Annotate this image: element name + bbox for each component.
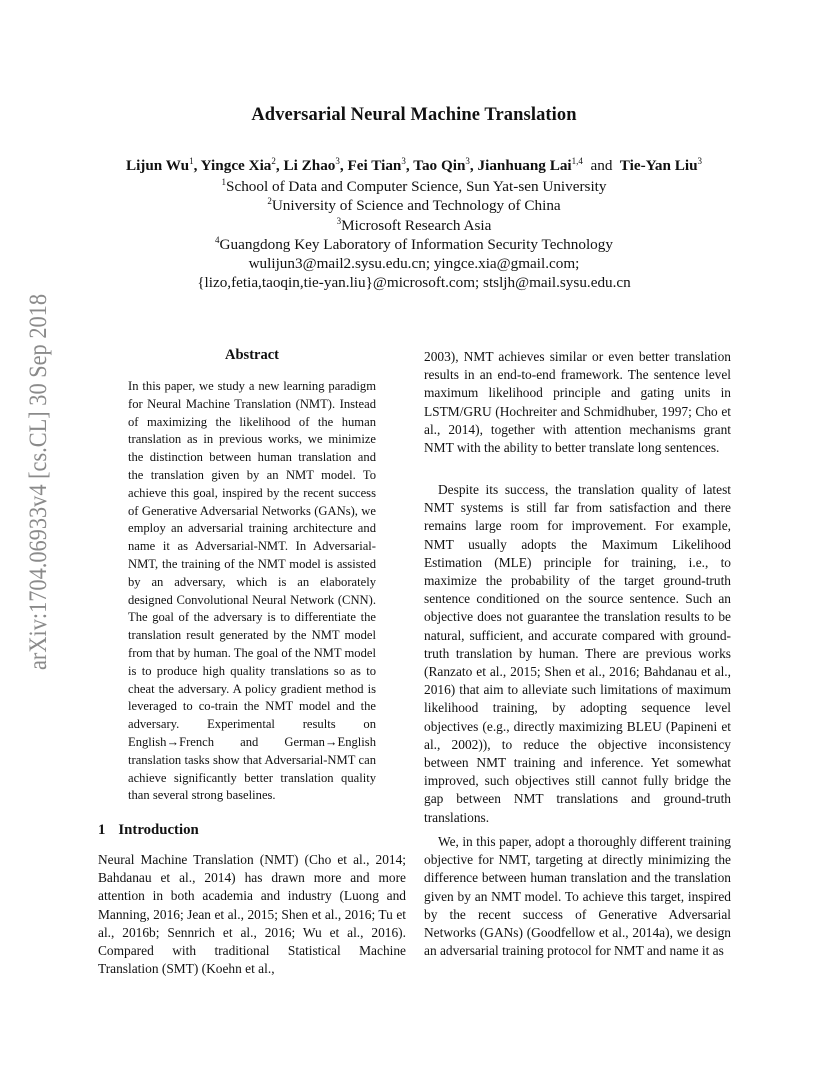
body-paragraph: Despite its success, the translation quality of latest NMT systems is still far from satisfaction and there remains large room for improvement. For example, NMT usually adopts the Maximum Likelihood Estimation (MLE) principle for training, i.e., to maximize the probability of the target ground-truth sentence conditioned on the source sentence. Such an objective does not guarantee the translation results to be natural, sufficient, and accurate compared with ground-truth translation by human. There are previous works (Ranzato et al., 2015; Shen et al., 2016; Bahdanau et al., 2016) that aim to alleviate such limitations of maximum likelihood training, by adopting sequence level objectives (e.g., directly maximizing BLEU (Papineni et al., 2002)), to reduce the objective inconsistency between NMT training and inference. Yet somewhat improved, such objectives still cannot fully bridge the gap between NMT translations and ground-truth translations. — [424, 482, 731, 825]
abstract-body: In this paper, we study a new learning paradigm for Neural Machine Translation (NMT). Instead of maximizing the likelihood of the human translation as in previous works, we minimize the distinction between human translation and the translation given by an NMT model. To achieve this goal, inspired by the recent success of Generative Adversarial Networks (GANs), we employ an adversarial training architecture and name it as Adversarial-NMT. In Adversarial-NMT, the training of the NMT model is assisted by an adversary, which is an elaborately designed Convolutional Neural Network (CNN). The goal of the adversary is to differentiate the translation result generated by the NMT model from that by human. The goal of the NMT model is to produce high quality translations so as to cheat the adversary. A policy gradient method is leveraged to co-train the NMT model and the adversary. Experimental results on English→French and German→English translation tasks show that Adversarial-NMT can achieve significantly better translation quality than several strong baselines. — [128, 379, 376, 803]
author: Tie-Yan Liu — [619, 157, 698, 174]
arxiv-stamp — [14, 292, 54, 672]
author: Fei Tian — [347, 157, 402, 174]
body-paragraph: 2003), NMT achieves similar or even better translation results in an end-to-end framework. The sentence level maximum likelihood principle and gating units in LSTM/GRU (Hochreiter and Schmidhuber, 1997; Cho et al., 2014), together with attention mechanisms grant NMT with the ability to better translate long sentences. — [424, 349, 731, 456]
author: Yingce Xia — [200, 157, 272, 174]
email-line: wulijun3@mail2.sysu.edu.cn; yingce.xia@gmail.com; — [248, 255, 580, 273]
intro-paragraph: Neural Machine Translation (NMT) (Cho et al., 2014; Bahdanau et al., 2014) has drawn more and more attention in both academia and industry (Luong and Manning, 2016; Jean et al., 2015; Shen et al., 2016; Tu et al., 2016b; Sennrich et al., 2016; Wu et al., 2016). Compared with traditional Statistical Machine Translation (SMT) (Koehn et al., — [98, 852, 406, 977]
authors-and: and — [590, 157, 613, 174]
author: Li Zhao — [283, 157, 336, 174]
affiliation: $^1$School of Data and Computer Science, Sun Yat-sen University — [221, 177, 607, 195]
author: Jianhuang Lai — [477, 157, 572, 174]
section-title: Introduction — [118, 822, 199, 838]
affiliation-block — [80, 177, 748, 293]
email-line: {lizo,fetia,taoqin,tie-yan.liu}@microsoft.com; stsljh@mail.sysu.edu.cn — [197, 274, 631, 292]
author-list: Lijun Wu$^1$, Yingce Xia$^2$, Li Zhao$^3$, Fei Tian$^3$, Tao Qin$^3$, Jianhuang Lai$^{1,4}$ and Tie-Yan Liu$^3$ — [125, 156, 703, 174]
author: Lijun Wu — [125, 157, 190, 174]
affiliation: $^2$University of Science and Technology of China — [267, 196, 561, 215]
paper-title: Adversarial Neural Machine Translation — [251, 105, 577, 125]
arxiv-stamp-text: arXiv:1704.06933v4 [cs.CL] 30 Sep 2018 — [25, 292, 52, 670]
affiliation: $^4$Guangdong Key Laboratory of Information Security Technology — [215, 234, 613, 253]
section-number: 1 — [98, 822, 106, 838]
affiliation: $^3$Microsoft Research Asia — [336, 215, 492, 234]
body-paragraph: We, in this paper, adopt a thoroughly different training objective for NMT, targeting at directly minimizing the difference between human translation and the translation given by an NMT model. To achieve this target, inspired by the recent success of Generative Adversarial Networks (GANs) (Goodfellow et al., 2014a), we design an adversarial training protocol for NMT and name it as — [424, 834, 731, 959]
author: Tao Qin — [413, 157, 466, 174]
section-heading — [98, 822, 199, 839]
abstract-heading: Abstract — [225, 347, 279, 363]
